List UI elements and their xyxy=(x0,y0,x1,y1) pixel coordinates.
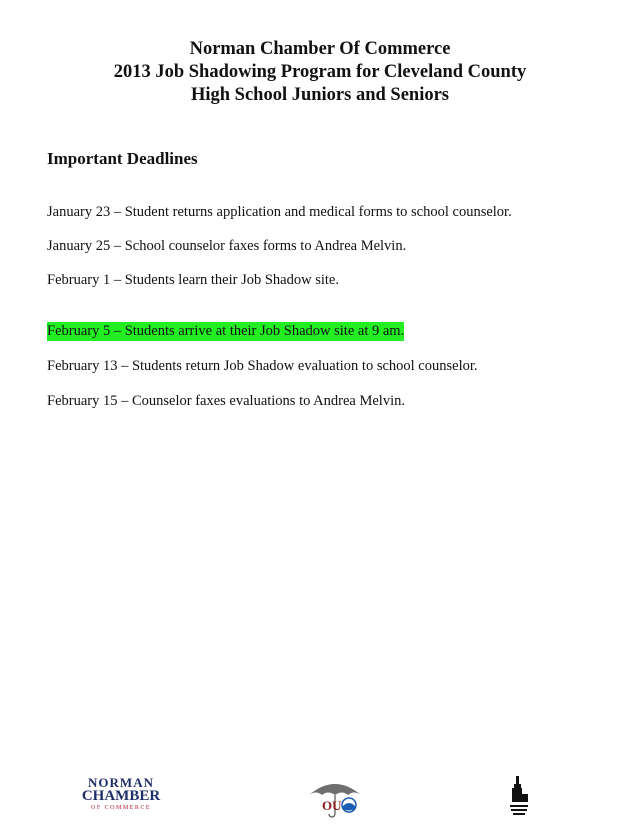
deadline-item: January 23 – Student returns application and medical forms to school counselor. xyxy=(47,204,512,220)
deadline-item: January 25 – School counselor faxes forms to Andrea Melvin. xyxy=(47,238,407,254)
document-title xyxy=(0,38,640,107)
umbrella-canopy xyxy=(309,784,361,795)
highlight-mark: February 5 – Students arrive at their Job Shadow site at 9 am. xyxy=(47,323,405,339)
nwc-logo-graphic xyxy=(504,774,534,820)
national-weather-center-logo-icon xyxy=(504,774,534,820)
ou-logo-icon: OU xyxy=(322,798,342,813)
nwc-text-line xyxy=(511,809,527,811)
norman-logo-middle-text: CHAMBER xyxy=(81,788,161,804)
deadline-item: February 15 – Counselor faxes evaluations to Andrea Melvin. xyxy=(47,393,405,409)
umbrella-ou-noaa-logo-icon xyxy=(305,775,365,819)
nwc-building xyxy=(512,788,522,802)
norman-chamber-logo xyxy=(80,776,162,816)
norman-logo-bottom-text: OF COMMERCE xyxy=(90,805,151,811)
nwc-tower-mid xyxy=(514,784,521,788)
deadline-item-highlighted xyxy=(47,322,404,340)
title-line-program: 2013 Job Shadowing Program for Cleveland County xyxy=(113,62,527,82)
title-line-audience: High School Juniors and Seniors xyxy=(190,85,450,105)
nwc-text-line xyxy=(513,813,525,815)
section-heading-deadlines: Important Deadlines xyxy=(47,149,198,168)
umbrella-handle xyxy=(329,813,335,817)
norman-logo-top-text: NORMAN xyxy=(88,775,154,790)
nwc-building-wing xyxy=(522,794,528,802)
title-line-organization: Norman Chamber Of Commerce xyxy=(189,39,451,59)
umbrella-logo-graphic xyxy=(305,775,365,819)
nwc-text-line xyxy=(510,805,528,807)
deadline-item: February 13 – Students return Job Shadow evaluation to school counselor. xyxy=(47,358,478,374)
deadline-item: February 1 – Students learn their Job Shadow site. xyxy=(47,272,339,288)
nwc-tower-top xyxy=(516,776,519,784)
